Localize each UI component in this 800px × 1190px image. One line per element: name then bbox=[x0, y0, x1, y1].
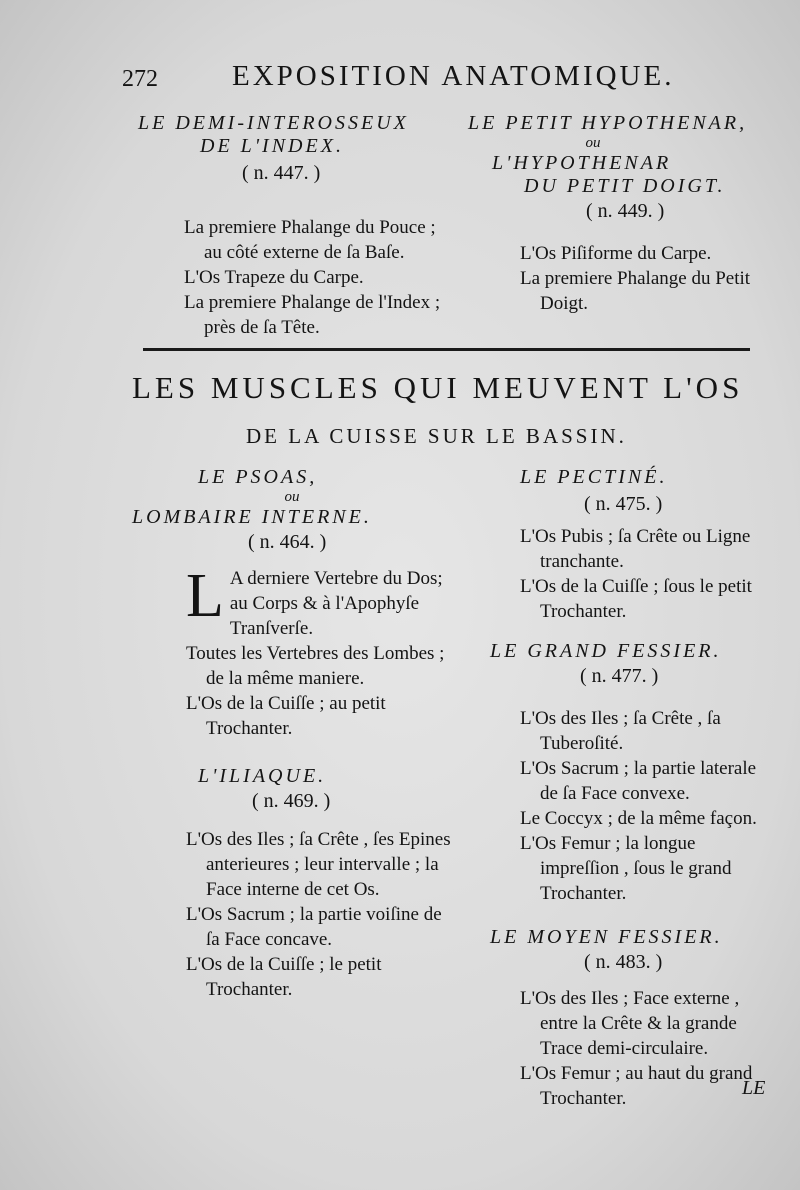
entry: La premiere Phalange du Pouce ; au côté externe de ſa Baſe. bbox=[184, 217, 436, 263]
upper-left-block bbox=[130, 112, 450, 340]
first-entry-with-dropcap bbox=[186, 566, 452, 641]
entry: L'Os des Iles ; Face externe , entre la Crête & la grande Trace demi-circulaire. bbox=[520, 988, 740, 1059]
heading-grand-fessier: LE GRAND FESSIER. bbox=[490, 640, 722, 662]
entry: A derniere Vertebre du Dos; au Corps & à l'Apophyſe Tranſverſe. bbox=[229, 568, 443, 639]
ref-483: ( n. 483. ) bbox=[584, 951, 663, 973]
entry: L'Os des Iles ; ſa Crête , ſa Tuberoſité. bbox=[520, 708, 721, 754]
heading-iliaque: L'ILIAQUE. bbox=[198, 765, 327, 787]
catchword: LE bbox=[742, 1077, 766, 1099]
right-column bbox=[490, 466, 775, 1111]
heading-psoas: LE PSOAS, bbox=[198, 466, 318, 488]
entry: L'Os de la Cuiſſe ; au petit Trochanter. bbox=[186, 693, 386, 739]
heading-du-petit-doigt: DU PETIT DOIGT. bbox=[524, 175, 726, 197]
entry: L'Os Piſiforme du Carpe. bbox=[520, 243, 712, 264]
entries-iliaque bbox=[186, 827, 452, 1002]
ref-464: ( n. 464. ) bbox=[248, 531, 327, 553]
section-divider bbox=[143, 348, 750, 351]
entries-petit-hypothenar bbox=[520, 241, 770, 316]
page-header bbox=[122, 58, 682, 98]
entry: L'Os Sacrum ; la partie laterale de ſa Face convexe. bbox=[520, 758, 757, 804]
entry: L'Os Trapeze du Carpe. bbox=[184, 267, 364, 288]
upper-right-block bbox=[468, 112, 768, 316]
section-subtitle: DE LA CUISSE SUR LE BASSIN. bbox=[246, 424, 627, 448]
ref-475: ( n. 475. ) bbox=[584, 493, 663, 515]
entry: L'Os Pubis ; ſa Crête ou Ligne tranchante. bbox=[520, 526, 751, 572]
entry: L'Os de la Cuiſſe ; le petit Trochanter. bbox=[186, 954, 382, 1000]
ref-449: ( n. 449. ) bbox=[586, 200, 665, 222]
or-word: ou bbox=[585, 135, 601, 151]
heading-moyen-fessier: LE MOYEN FESSIER. bbox=[490, 926, 723, 948]
page-number: 272 bbox=[122, 66, 158, 92]
or-word: ou bbox=[284, 489, 300, 505]
section-title: LES MUSCLES QUI MEUVENT L'OS bbox=[132, 370, 744, 405]
entry: Toutes les Vertebres des Lombes ; de la même maniere. bbox=[186, 643, 445, 689]
entry: L'Os Femur ; au haut du grand Trochanter. bbox=[520, 1063, 753, 1109]
heading-demi-interosseux: LE DEMI-INTEROSSEUX bbox=[138, 112, 409, 134]
entry: L'Os Sacrum ; la partie voiſine de ſa Face concave. bbox=[186, 904, 442, 950]
entries-demi-interosseux bbox=[184, 215, 454, 340]
entry: L'Os Femur ; la longue impreſſion , ſous le grand Trochanter. bbox=[520, 833, 732, 904]
heading-hypothenar: L'HYPOTHENAR bbox=[492, 152, 672, 174]
ref-477: ( n. 477. ) bbox=[580, 665, 659, 687]
entry: Le Coccyx ; de la même façon. bbox=[520, 808, 757, 829]
entries-psoas bbox=[186, 566, 452, 741]
heading-lombaire-interne: LOMBAIRE INTERNE. bbox=[132, 506, 372, 528]
entries-moyen-fessier bbox=[520, 986, 770, 1111]
entry: L'Os des Iles ; ſa Crête , ſes Epines anterieures ; leur intervalle ; la Face interne de cet Os. bbox=[186, 829, 451, 900]
heading-petit-hypothenar: LE PETIT HYPOTHENAR, bbox=[468, 112, 748, 134]
entries-grand-fessier bbox=[520, 706, 770, 906]
heading-de-l-index: DE L'INDEX. bbox=[200, 135, 344, 157]
running-head: EXPOSITION ANATOMIQUE. bbox=[232, 60, 675, 92]
entry: La premiere Phalange du Petit Doigt. bbox=[520, 268, 751, 314]
entry: La premiere Phalange de l'Index ; près de ſa Tête. bbox=[184, 292, 441, 338]
ref-469: ( n. 469. ) bbox=[252, 790, 331, 812]
ref-447: ( n. 447. ) bbox=[242, 162, 321, 184]
left-column bbox=[132, 466, 452, 1002]
entry: L'Os de la Cuiſſe ; ſous le petit Trochanter. bbox=[520, 576, 752, 622]
dropcap-letter: L bbox=[186, 566, 224, 630]
entries-pectine bbox=[520, 524, 770, 624]
heading-pectine: LE PECTINÉ. bbox=[520, 466, 668, 488]
